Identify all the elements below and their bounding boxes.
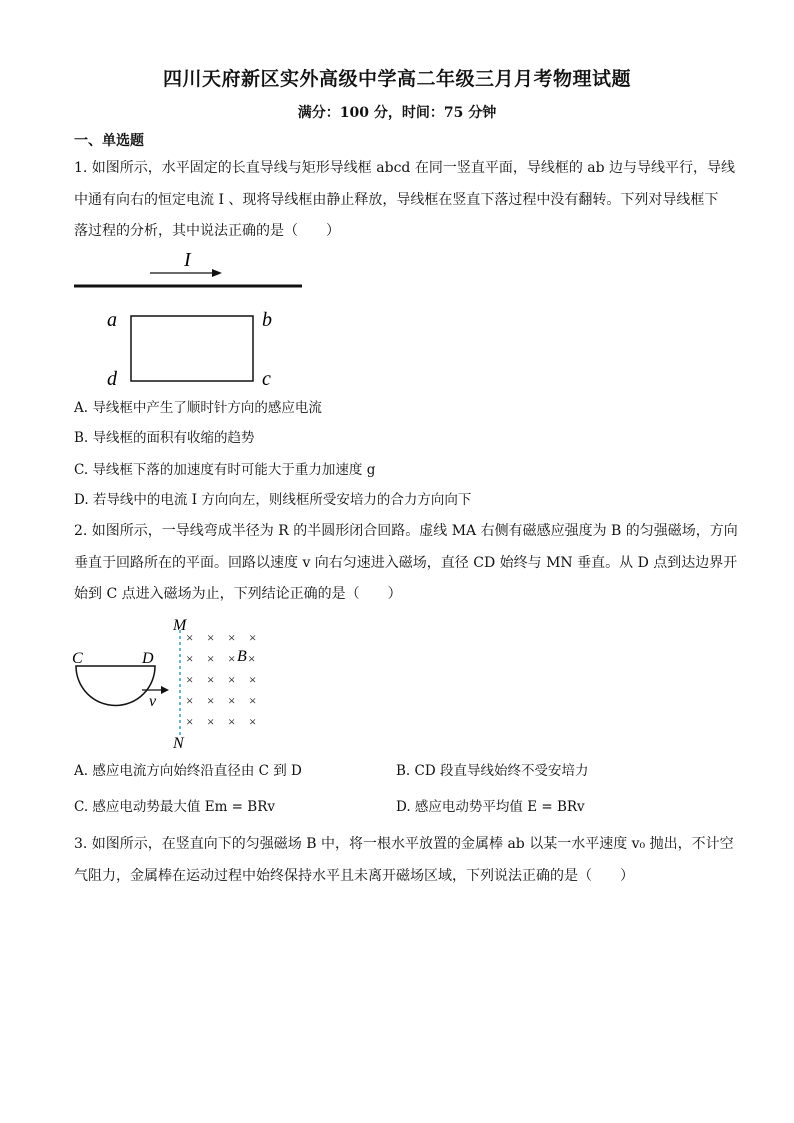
q1-option-c[interactable]: C. 导线框下落的加速度有时可能大于重力加速度 g (74, 462, 376, 478)
label-B: B (237, 648, 247, 665)
q2-option-b[interactable]: B. CD 段直导线始终不受安培力 (396, 763, 589, 779)
corner-b: b (262, 309, 272, 331)
q2-line-3: 始到 C 点进入磁场为止，下列结论正确的是（ ） (74, 586, 402, 602)
field-cross: × (249, 630, 257, 645)
corner-c: c (262, 368, 271, 390)
q2-option-d[interactable]: D. 感应电动势平均值 E = BRv (396, 799, 585, 815)
q1-option-a[interactable]: A. 导线框中产生了顺时针方向的感应电流 (74, 400, 322, 416)
q1-line-2: 中通有向右的恒定电流 I 、现将导线框由静止释放，导线框在竖直下落过程中没有翻转。下列对导线框下 (74, 192, 719, 208)
page-title: 四川天府新区实外高级中学高二年级三月月考物理试题 (162, 68, 631, 90)
field-cross: × (207, 693, 215, 708)
q1-line-3: 落过程的分析，其中说法正确的是（ ） (74, 223, 340, 239)
field-cross: × (186, 672, 194, 687)
q3-line-1: 3. 如图所示，在竖直向下的匀强磁场 B 中，将一根水平放置的金属棒 ab 以某一水平速度 v₀ 抛出，不计空 (74, 836, 734, 852)
field-cross: × (207, 630, 215, 645)
field-cross: × (248, 651, 256, 666)
label-D: D (142, 650, 154, 667)
field-cross: × (249, 672, 257, 687)
label-C: C (72, 650, 83, 667)
exam-info: 满分：100 分，时间：75 分钟 (297, 105, 497, 121)
q2-option-c[interactable]: C. 感应电动势最大值 Em = BRv (74, 799, 275, 815)
q2-line-1: 2. 如图所示，一导线弯成半径为 R 的半圆形闭合回路。虚线 MA 右侧有磁感应强度为 B 的匀强磁场，方向 (74, 523, 738, 539)
corner-d: d (107, 368, 117, 390)
field-cross: × (228, 651, 236, 666)
q3-line-2: 气阻力，金属棒在运动过程中始终保持水平且未离开磁场区域，下列说法正确的是（ ） (74, 868, 634, 884)
semicircle-loop (76, 666, 155, 706)
q1-option-b[interactable]: B. 导线框的面积有收缩的趋势 (74, 430, 255, 446)
field-cross: × (207, 651, 215, 666)
field-cross: × (186, 693, 194, 708)
current-label: I (184, 249, 191, 271)
field-cross: × (186, 630, 194, 645)
label-v: v (149, 693, 157, 710)
field-cross: × (249, 714, 257, 729)
field-cross: × (228, 672, 236, 687)
field-cross: × (228, 714, 236, 729)
field-cross: × (228, 693, 236, 708)
field-cross: × (207, 672, 215, 687)
section-heading: 一、单选题 (74, 133, 144, 149)
field-cross: × (186, 651, 194, 666)
q1-option-d[interactable]: D. 若导线中的电流 I 方向向左，则线框所受安培力的合力方向向下 (74, 492, 472, 508)
field-cross: × (249, 693, 257, 708)
corner-a: a (107, 309, 117, 331)
label-N: N (173, 735, 184, 752)
q2-option-a[interactable]: A. 感应电流方向始终沿直径由 C 到 D (74, 763, 302, 779)
field-cross: × (207, 714, 215, 729)
label-M: M (173, 617, 187, 634)
velocity-arrowhead (161, 686, 169, 694)
magnetic-field-crosses (186, 630, 256, 729)
q2-line-2: 垂直于回路所在的平面。回路以速度 v 向右匀速进入磁场，直径 CD 始终与 MN 垂直。从 D 点到达边界开 (74, 555, 738, 571)
field-cross: × (186, 714, 194, 729)
q1-line-1: 1. 如图所示，水平固定的长直导线与矩形导线框 abcd 在同一竖直平面，导线框的 ab 边与导线平行，导线 (74, 160, 736, 176)
field-cross: × (228, 630, 236, 645)
